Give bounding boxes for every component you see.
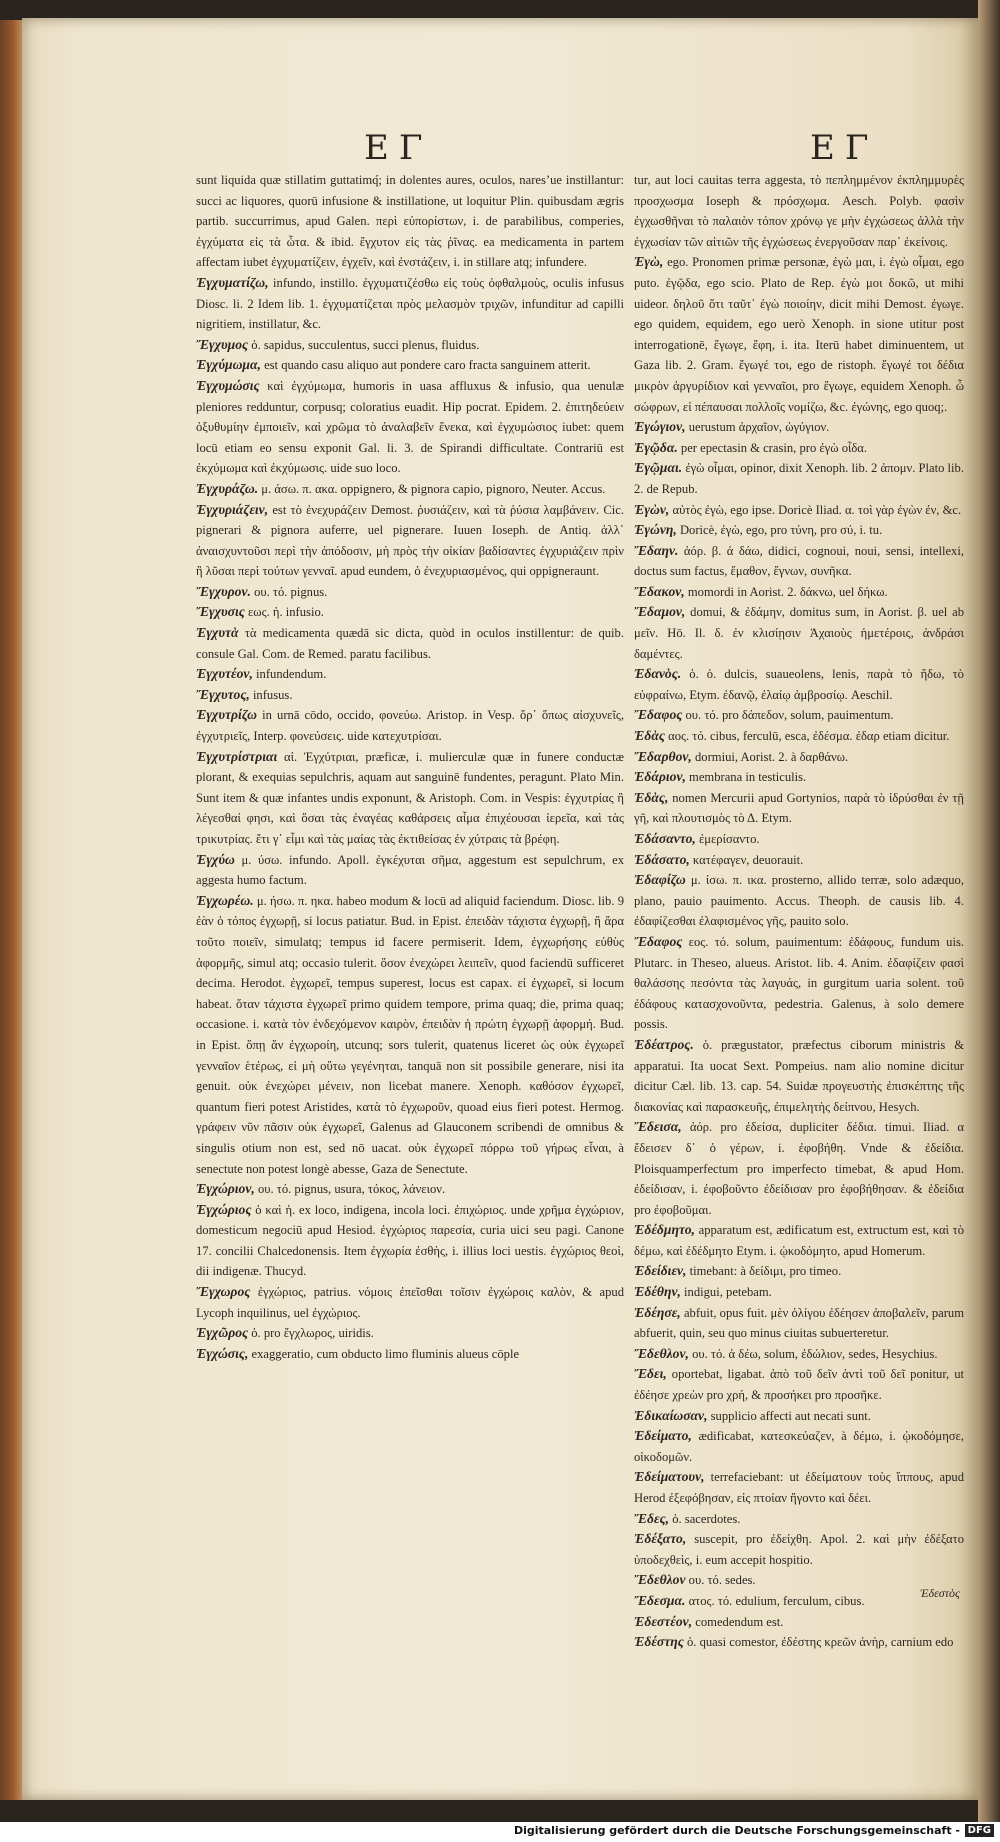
running-head-left: ΕΓ <box>364 128 433 168</box>
entry-text: per epectasin & crasin, pro ἐγὼ οἶδα. <box>680 440 868 455</box>
entry-text: μ. ήσω. π. ηκα. habeo modum & locū ad aliquid faciendum. Diosc. lib. 9 ἐὰν ὁ τόπος ἐγχωρῇ, si locus patiatur. Bud. in Epist. ἐπειδὰν τάχιστα ἐγχωρῇ, ἢ ἄρα τοῦτο ποιεῖν, simulatq; tempus id facere permiserit. Idem, ἐγχωρήσης εὐθὺς ἀφορμῆς, simul atq; occasio tulerit. ὅσον ἐνεχώρει λειπεῖν, quod faciendū sufficeret decima. Herodot. ἐγχωρεῖ, tempus superest, locus est capax. εἰ ἐγχωρεῖ, si locum habeat. ὅταν τάχιστα ἐγχωρεῖ primo quidem tempore, prima quaq; die, prima quaq; occasione. i. κατὰ τὸν ἐνδεχόμενον καιρὸν, ἐπειδὰν ἡ πρώτη ἐγχωρῇ ἀφορμή. Bud. in Epist. ὅπῃ ἄν ἐγχωροίη, utcunq; sors tulerit, quatenus liceret ὡς οὐκ ἐγχωρεῖ γενναῖον ἑτέρως, εἰ μὴ οὕτω γεγένηται, tanquā non sit possibile generare, nisi ita genuit. οὐκ ἐνεχώρει μένειν, non licebat manere. Xenoph. καθόσον ἐγχωρεῖ, quantum fieri potest Aristides, κατὰ τὸ ἐγχωροῦν, quoad eius fieri potest. Hermog. γράφειν νῦν πᾶσιν οὐκ ἐγχωρεῖ, Galenus ad Glauconem scribendi de omnibus & singulis otium non est, sed nō uacat. οὐκ ἐγχωρεῖ πόρρω τοῦ γήρως εἶναι, à senectute non potest longè abesse, Gaza de Senectute. <box>196 893 624 1176</box>
entry-lemma: Ἐδέατρος. <box>634 1036 694 1052</box>
entry-text: in urnā cōdo, occido, φονεύω. Aristop. in Vesp. ὅρ᾽ ὅπως αἰσχυνεῖς, ἐγχυτριεῖς, Interp. φονεύσεις. uide κατεχυτρίσαι. <box>196 708 624 744</box>
entry-text: comedendum est. <box>695 1614 784 1629</box>
dictionary-entry <box>634 1426 964 1467</box>
entry-lemma: Ἔδαφος <box>634 707 683 723</box>
dictionary-entry <box>196 335 624 356</box>
entry-lemma: Ἐδὰς <box>634 728 665 744</box>
entry-lemma: Ἔδει, <box>634 1366 667 1382</box>
entry-text: timebant: à δείδιμι, pro timeo. <box>689 1264 842 1279</box>
entry-text: αὐτὸς ἐγὼ, ego ipse. Doricè Iliad. α. τοὶ γὰρ ἐγὼν ἐν, &c. <box>672 502 962 517</box>
dictionary-entry <box>634 1612 964 1633</box>
entry-lemma: Ἐγχυτρίζω <box>196 707 257 723</box>
dictionary-entry <box>634 602 964 664</box>
entry-lemma: Ἔδες, <box>634 1510 670 1526</box>
entry-lemma: Ἐδάσατο, <box>634 851 690 867</box>
entry-text: ὁ καὶ ἡ. ex loco, indigena, incola loci. ἐπιχώριος. unde χρῆμα ἐγχώριον, domesticum negociū apud Hesiod. ἐγχώριος παρεσία, curia uici seu pagi. Canone 17. concilii Chalcedonensis. Item ἐγχωρία ἐσθὴς, i. illius loci uestis. ἐγχώριος θεοὶ, dii indigenæ. Thucyd. <box>196 1202 624 1279</box>
dictionary-entry <box>634 1344 964 1365</box>
dictionary-entry <box>196 1344 624 1365</box>
entry-lemma: Ἐγχύω <box>196 851 235 867</box>
entry-text: ου. τό. pro δάπεδον, solum, pauimentum. <box>685 708 894 723</box>
entry-text: ου. τό. ἀ δέω, solum, ἐδώλιον, sedes, Hesychius. <box>692 1346 938 1361</box>
entry-text: τὰ medicamenta quædā sic dicta, quòd in oculos instillentur: de quib. consule Gal. Com. de Remed. paratu facilibus. <box>196 626 625 661</box>
entry-lemma: Ἐδάσαντο, <box>634 831 696 846</box>
entry-text: ου. τό. sedes. <box>688 1573 756 1588</box>
entry-text: est τὸ ἐνεχυράζειν Demost. ῥυσιάζειν, καὶ τὰ ῥύσια λαμβάνειν. Cic. pignerari & pignora auferre, uel pignerare. Iuuen Ioseph. de Antiq. ἀλλ᾽ ἀναισχυντοῦσι περὶ τὴν ἀπόδοσιν, μὴ πρὸς τὴν οἰκίαν βαδίσαντες ἐγχυριάζειν πρὶν ἢ λῦσαι περὶ τούτων γενναῖ. apud eundem, ὁ ἐνεχυριασμένος, qui oppigneraunt. <box>196 502 624 579</box>
entry-lemma: Ἐδέστης <box>634 1634 684 1650</box>
dictionary-entry <box>196 500 624 582</box>
entry-text: ατος. τό. edulium, ferculum, cibus. <box>688 1593 865 1608</box>
entry-text: supplicio affecti aut necati sunt. <box>710 1408 871 1423</box>
dictionary-entry <box>196 1323 624 1344</box>
dictionary-entry <box>634 582 964 603</box>
right-text-column <box>634 170 964 1653</box>
entry-text: nomen Mercurii apud Gortynios, παρὰ τὸ ἰδρύσθαι ἐν τῇ γῆ, καὶ πλουτισμὸς τὸ Δ. Etym. <box>634 790 964 826</box>
dictionary-entry <box>634 1261 964 1282</box>
dictionary-entry <box>634 850 964 871</box>
entry-lemma: Ἐγχώριον, <box>196 1181 255 1197</box>
entry-lemma: Ἔδαφος <box>634 933 683 949</box>
dictionary-entry <box>634 767 964 788</box>
dictionary-entry <box>196 170 624 273</box>
entry-lemma: Ἐγχυματίζω, <box>196 274 269 290</box>
dictionary-entry <box>634 1303 964 1344</box>
entry-text: dormiui, Aorist. 2. à δαρθάνω. <box>694 749 849 764</box>
page-fore-edge <box>978 0 1000 1842</box>
entry-lemma: Ἐγχῶρος <box>196 1325 249 1341</box>
dictionary-entry <box>634 1220 964 1261</box>
dfg-logo: DFG <box>965 1824 994 1837</box>
entry-lemma: Ἐγχωρέω. <box>196 892 254 908</box>
dictionary-entry <box>634 1035 964 1117</box>
entry-text: uerustum ἀρχαῖον, ὠγύγιον. <box>688 420 830 435</box>
dictionary-entry <box>196 1282 624 1323</box>
entry-lemma: Ἔγχυμος <box>196 336 249 352</box>
entry-lemma: Ἐγὼν, <box>634 501 670 517</box>
entry-text: terrefaciebant: ut ἐδείματουν τοὺς ἵππους, apud Herod ἐξεφόβησαν, εἰς πτοίαν ἤγοντο καὶ δέει. <box>634 1470 964 1505</box>
dictionary-entry <box>634 788 964 829</box>
entry-text: ὁ. pro ἔγχλωρος, uiridis. <box>251 1326 374 1341</box>
entry-text: ἐγὼ οἶμαι, opinor, dixit Xenoph. lib. 2 ἀπομν. Plato lib. 2. de Repub. <box>634 461 964 496</box>
entry-text: ἐγχώριος, patrius. νόμοις ἐπεῖσθαι τοῖσιν ἐγχώροις καλὸν, & apud Lycoph inquilinus, uel ἐγχώριος. <box>196 1285 624 1320</box>
entry-lemma: Ἐγχύμωμα, <box>196 357 261 373</box>
dictionary-entry <box>634 1364 964 1405</box>
entry-text: ὁ. prægustator, præfectus ciborum ministris & apparatui. Ita uocat Sext. Pompeius. nam alio nomine dicitur dicitur Cæl. lib. 13. cap. 54. Suidæ προγευστὴς ἐπισκέπτης τῆς διακονίας καὶ παρασκευῆς, ἐπιμελητὴς δείπνου, Hesych. <box>634 1037 964 1114</box>
entry-text: momordi in Aorist. 2. δάκνω, uel δήκω. <box>687 584 888 599</box>
entry-lemma: Ἐδείματουν, <box>634 1469 705 1485</box>
entry-lemma: Ἔδεθλον, <box>634 1345 689 1361</box>
entry-lemma: Ἐδέδμητο, <box>634 1222 695 1238</box>
entry-lemma: Ἐγχυριάζειν, <box>196 501 269 517</box>
dictionary-entry <box>634 252 964 417</box>
dictionary-entry <box>634 500 964 521</box>
dictionary-entry <box>196 1179 624 1200</box>
entry-lemma: Ἔδεσμα. <box>634 1592 686 1608</box>
entry-lemma: Ἐδέξατο, <box>634 1531 687 1547</box>
entry-text: infundendum. <box>256 667 327 682</box>
dictionary-entry <box>196 376 624 479</box>
dictionary-entry <box>634 664 964 705</box>
entry-lemma: Ἐδαφίζω <box>634 872 686 888</box>
entry-lemma: Ἐγῷμαι. <box>634 460 683 476</box>
entry-lemma: Ἐδεστέον, <box>634 1613 693 1629</box>
dictionary-entry <box>634 870 964 932</box>
dictionary-entry <box>634 1591 964 1612</box>
dictionary-entry <box>634 1570 964 1591</box>
entry-text: Doricè, ἐγὼ, ego, pro τύνη, pro σύ, i. tu. <box>679 523 883 538</box>
entry-lemma: Ἔδεισα, <box>634 1119 682 1135</box>
dictionary-entry <box>634 541 964 582</box>
entry-lemma: Ἐγχυτρίστριαι <box>196 748 278 764</box>
entry-text: est quando casu aliquo aut pondere caro fracta sanguinem atterit. <box>264 358 591 373</box>
dictionary-entry <box>634 747 964 768</box>
entry-text: αος. τό. cibus, ferculū, esca, ἐδέσμα. ἐδαρ etiam dicitur. <box>668 729 950 744</box>
entry-text: abfuit, opus fuit. μὲν ὀλίγου ἐδέησεν ἀποβαλεῖν, parum abfuerit, quin, seu quo minus ciuitas subuerteretur. <box>634 1305 964 1341</box>
entry-text: ἀόρ. β. ἀ δάω, didici, cognoui, noui, sensi, intellexi, doctus sum factus, ἔμαθον, ἔγνων, συνῆκα. <box>634 543 964 579</box>
dictionary-entry <box>634 438 964 459</box>
entry-text: καὶ ἐγχύμωμα, humoris in uasa affluxus & infusio, qua uenulæ pleniores redduntur, corpusq; coloratius euadit. Hip pocrat. Epidem. 2. ἐπιτηδεύειν ὀξυθυμίην ἐμποιεῖν, καὶ χρῶμα τὸ ἀναλαβεῖν ἕνεκα, καὶ ἐγχυμώσιος iubet: quem locū etiam eo sensu exponit Gal. li. 3. de Spirandi difficultate. Contrariū est ἐκχύμωμα καὶ ἐκχύμωσις. uide suo loco. <box>196 378 624 476</box>
entry-lemma: Ἐγχυτέον, <box>196 666 253 682</box>
entry-lemma: Ἐγχυτὰ <box>196 625 239 641</box>
entry-text: κατέφαγεν, deuorauit. <box>692 852 804 867</box>
left-text-column <box>196 170 624 1364</box>
dictionary-entry <box>634 1117 964 1220</box>
entry-text: ἀόρ. pro ἐδείσα, dupliciter δέδια. timui. Iliad. α ἔδεισεν δ᾽ ὁ γέρων, i. ἐφοβήθη. Vnde & ἐδείδια. Ploisquamperfectum pro imperfecto timebat, & apud Hom. ἐδείδισαν, i. ἐφοβοῦντο ἐδείδισαν pro ἐφοβήθησαν. & ἐδείδια pro ἐφοβοῦμαι. <box>634 1120 964 1217</box>
entry-text: ἐμερίσαντο. <box>698 832 760 846</box>
entry-lemma: Ἐδικαίωσαν, <box>634 1407 708 1423</box>
entry-lemma: Ἐγῷδα. <box>634 439 678 455</box>
book-spine <box>0 20 22 1800</box>
dictionary-entry <box>634 1509 964 1530</box>
dictionary-entry <box>634 1529 964 1570</box>
footer-credit: Digitalisierung gefördert durch die Deutsche Forschungsgemeinschaft - <box>513 1824 960 1837</box>
entry-lemma: Ἐγώγιον, <box>634 419 686 435</box>
dictionary-entry <box>634 1406 964 1427</box>
entry-lemma: Ἔδαην. <box>634 542 679 558</box>
dictionary-entry <box>196 850 624 891</box>
dictionary-entry <box>196 891 624 1179</box>
entry-text: apparatum est, ædificatum est, extructum est, καὶ τὸ δέμω, καὶ ἐδέδμητο Etym. i. ᾠκοδόμητο, apud Homerum. <box>634 1223 964 1258</box>
entry-text: μ. ίσω. π. ικα. prosterno, allido terræ, solo adæquo, plano, pauio pauimento. Accus. Theoph. de causis lib. 4. ἐδαφίζεσθαι ἐλαφισμένος γῆς, pauito solo. <box>634 873 964 929</box>
entry-text: ædificabat, κατεσκεύαζεν, à δέμω, i. ᾠκοδόμησε, οἰκοδομῶν. <box>634 1429 964 1464</box>
dictionary-entry <box>634 458 964 499</box>
entry-lemma: Ἐδέησε, <box>634 1304 681 1320</box>
entry-text: ου. τό. pignus. <box>254 584 328 599</box>
entry-text: μ. άσω. π. ακα. oppignero, & pignora capio, pignoro, Neuter. Accus. <box>261 481 606 496</box>
entry-lemma: Ἐγχώσις, <box>196 1345 249 1361</box>
dictionary-entry <box>634 170 964 252</box>
entry-text: domui, & ἐδάμην, domitus sum, in Aorist. β. uel ab μεῖν. Hō. Il. δ. ἐν κλισίῃσιν Ἀχαιοὺς ἡμετέροις, ἀνδράσι δαμέντες. <box>634 605 964 661</box>
dictionary-entry <box>196 582 624 603</box>
dictionary-entry <box>196 355 624 376</box>
dictionary-entry <box>634 1632 964 1653</box>
entry-lemma: Ἔγχωρος <box>196 1284 251 1300</box>
entry-lemma: Ἐγὼ, <box>634 254 664 270</box>
entry-lemma: Ἔδαρθον, <box>634 748 692 764</box>
entry-text: infusus. <box>252 687 293 702</box>
entry-text: infundo, instillo. ἐγχυματιζέσθω εἰς τοὺς ὀφθαλμοὺς, oculis infusus Diosc. li. 2 Idem lib. 1. ἐγχυματίζεται πρὸς μελασμὸν τριχῶν, infunditur ad capilli nigritiem, instillatur, &c. <box>196 275 625 332</box>
dictionary-entry <box>196 273 624 335</box>
entry-lemma: Ἐγχυράζω. <box>196 480 259 496</box>
dictionary-entry <box>196 685 624 706</box>
entry-lemma: Ἐδανὸς. <box>634 666 682 682</box>
entry-text: εως. ἡ. infusio. <box>248 605 324 620</box>
entry-text: suscepit, pro ἐδείχθη. Apol. 2. καὶ μὴν ἐδέξατο ὑποδεχθεὶς, i. eum accepit hospitio. <box>634 1532 964 1567</box>
entry-text: oportebat, ligabat. ἀπὸ τοῦ δεῖν ἀντὶ τοῦ δεῖ ponitur, ut ἐδέησε χρεὼν pro χρή, & προσήκει pro προσῆκε. <box>634 1367 964 1403</box>
entry-lemma: Ἐδὰς, <box>634 789 669 805</box>
entry-lemma: Ἐγχώριος <box>196 1201 252 1217</box>
entry-lemma: Ἔδαμον, <box>634 604 686 620</box>
entry-text: membrana in testiculis. <box>689 770 807 785</box>
entry-text: ὁ. sacerdotes. <box>672 1511 741 1526</box>
dictionary-entry <box>196 1200 624 1282</box>
entry-lemma: Ἔγχυτος, <box>196 686 250 702</box>
entry-lemma: Ἔγχυσις <box>196 604 245 620</box>
dictionary-entry <box>196 705 624 746</box>
entry-lemma: Ἐδείδιεν, <box>634 1263 687 1279</box>
entry-lemma: Ἔγχυρον. <box>196 583 251 599</box>
dictionary-entry <box>634 726 964 747</box>
dictionary-entry <box>634 829 964 850</box>
dictionary-entry <box>196 602 624 623</box>
catchword: Ἐδεστὸς <box>920 1586 960 1600</box>
entry-text: ου. τό. pignus, usura, τόκος, λάνειον. <box>257 1182 446 1197</box>
entry-text: sunt liquida quæ stillatim guttatimq́; in dolentes aures, oculos, nares’ue instillantur: succi ac liquores, quorū infusione & instillatione, ut loquitur Plin. quibusdam ægris partib. succurrimus, apud Galen. περὶ εὐπορίστων, i. de parabilibus, comperies, ἐγχύματα εἰς τὰ ὦτα. & ibid. ἔγχυτον εἰς τὰς ῥῖνας. ea medicamenta in partem affectam iubet ἐγχυματίζειν, ἐγχεῖν, καὶ ἐνστάζειν, i. in stillare atq; infundere. <box>196 173 624 270</box>
entry-lemma: Ἔδακον, <box>634 583 685 599</box>
entry-lemma: Ἐγχυμώσις <box>196 377 260 393</box>
dictionary-entry <box>196 623 624 664</box>
dictionary-entry <box>196 479 624 500</box>
entry-lemma: Ἐδείματο, <box>634 1428 692 1444</box>
entry-lemma: Ἐδάριον, <box>634 769 686 785</box>
dictionary-entry <box>634 1467 964 1508</box>
dictionary-entry <box>196 747 624 850</box>
entry-text: tur, aut loci cauitas terra aggesta, τὸ πεπλημμένον ἐκπλημμυρὲς προσχωσμα Ioseph & πρόσχωμα. Aesch. Polyb. φασὶν ἐγχωσθῆναι τὸ παλαιὸν τόπον χρόνῳ γε μὴν ἐγχώσεως ἀλλὰ τὴν ἐγχωσίαν τῶν αἰτιῶν τῆς ἐγχώσεως ἐνεργοῦσαν παρ᾽ ἐκείνοις. <box>634 173 964 249</box>
running-head-right: ΕΓ <box>810 128 879 168</box>
entry-text: αἱ. Ἐγχύτριαι, præficæ, i. mulierculæ quæ in funere conductæ plorant, & exequias sepulchris, aquam aut sanguinē fundentes, peragunt. Plato Min. Sunt item & quæ infantes undis exponunt, & Aristoph. Com. in Vespis: ἐγχυτρίας ἢ λέγεσθαί φησι, καὶ ὅσαι τὰς ἐναγέας καθάρσεις αἷμα ἐπιχέουσαι ἱερεῖα, καὶ τὰς τρικυτρίας. ἔτι γ᾽ εἶμι καὶ τὰς μαίας τὰς ἐκτιθείσας ἐν χύτραις τὰ βρέφη. <box>196 749 624 846</box>
entry-lemma: Ἔδεθλον <box>634 1572 686 1588</box>
entry-text: ego. Pronomen primæ personæ, ἐγὼ μαι, i. ἐγὼ οἶμαι, ego puto. ἐγῷδα, ego scio. Plato de Rep. ἐγὼ μοι δοκῶ, ut mihi uideor. δηλοῦ ὅτι ταῦτ᾽ ἐγὼ ποιοίην, dicit mihi Demost. ἐγωγε. ego quidem, equidem, ego uerò Xenoph. in sione utitur post interrogationē, ἔγωγε, ἔφη, i. ita. Iterū habet diminuentem, ut Gaza lib. 2. Gram. ἔγωγέ τοι, ego de ristoph. ἔγωγέ τοι δέδια μικρὸν ἀργυρίδιον καὶ γενναῖοι, pro ἔγωγε, equidem Xenoph. ὦ σώφρων, εἰ πέπαυσαι πολλοῖς νομίζω, &c. ἐγώνης, ego quoq;. <box>634 255 964 414</box>
dictionary-entry <box>634 932 964 1035</box>
entry-text: indigui, petebam. <box>684 1285 772 1300</box>
entry-text: εος. τό. solum, pauimentum: ἐδάφους, fundum uis. Plutarc. in Theseo, alueus. Aristot. lib. 4. Anim. ἐδαφίζειν φασὶ θαλάσσης πεσόντα τὰς λαγυάς, in gurgitum uaria solent. τοῦ ἐδάφους κατασχονοῦντα, pedestria. Galenus, à solo demere possis. <box>634 934 964 1032</box>
entry-text: ὁ. ὁ. dulcis, suaueolens, lenis, παρὰ τὸ ἥδω, τὸ εὐφραίνω, Etym. ἐδανῷ, ἐλαίῳ ἀμβροσίῳ. Aeschil. <box>634 667 964 702</box>
entry-text: exaggeratio, cum obducto limo fluminis alueus cōple <box>251 1346 520 1361</box>
dictionary-entry <box>634 705 964 726</box>
dictionary-entry <box>634 520 964 541</box>
entry-lemma: Ἐγώνη, <box>634 522 677 538</box>
entry-text: ὁ. quasi comestor, ἐδέστης κρεῶν ἀνὴρ, carnium edo <box>686 1635 954 1650</box>
dictionary-entry <box>196 664 624 685</box>
dictionary-entry <box>634 417 964 438</box>
dictionary-entry <box>634 1282 964 1303</box>
entry-lemma: Ἐδέθην, <box>634 1284 681 1300</box>
entry-text: ὁ. sapidus, succulentus, succi plenus, fluidus. <box>251 337 480 352</box>
entry-text: μ. ύσω. infundo. Apoll. ἐγκέχυται σῆμα, aggestum est sepulchrum, ex aggesta humo factum. <box>196 852 624 888</box>
